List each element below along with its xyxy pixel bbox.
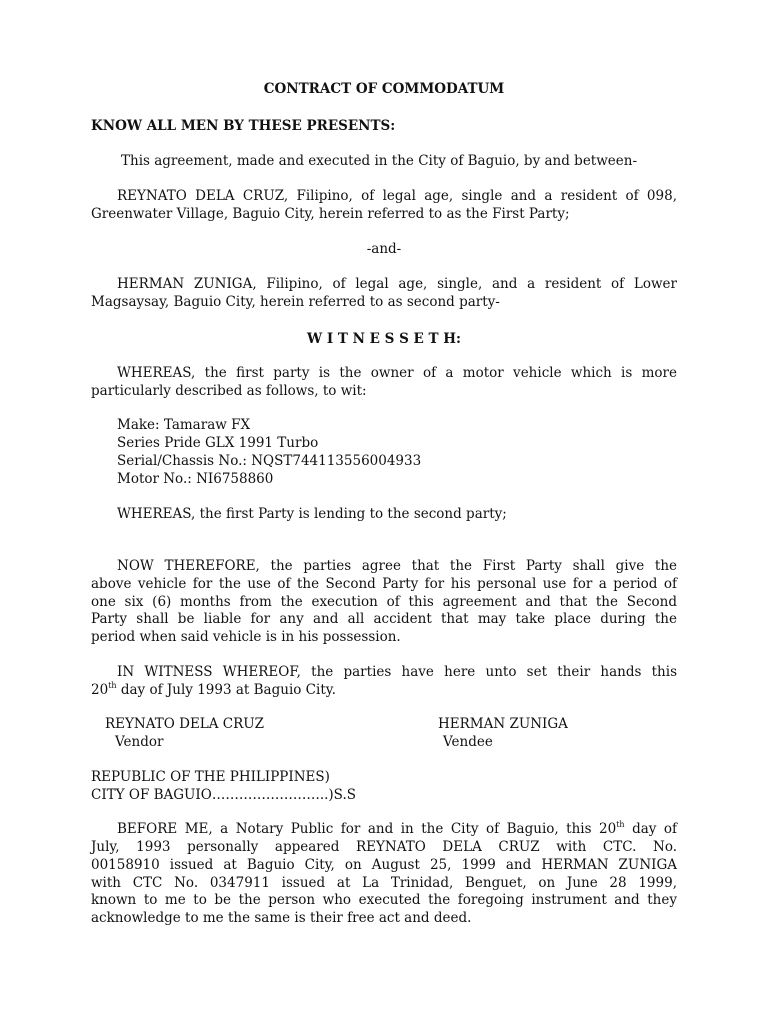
- day-suffix: th: [108, 681, 117, 690]
- vendee-role: Vendee: [443, 734, 493, 750]
- vehicle-series: Series Pride GLX 1991 Turbo: [117, 435, 319, 451]
- vendee-name: HERMAN ZUNIGA: [438, 716, 568, 732]
- now-therefore-line: Party shall be liable for any and all accident that may take place during the: [91, 611, 677, 627]
- day-number: 20: [91, 682, 109, 698]
- second-party-line: Magsaysay, Baguio City, herein referred to as second party-: [91, 294, 500, 310]
- notary-line: 00158910 issued at Baguio City, on August 25, 1999 and HERMAN ZUNIGA: [91, 857, 677, 873]
- venue-republic: REPUBLIC OF THE PHILIPPINES): [91, 769, 330, 785]
- venue-city: CITY OF BAGUIO……………………..)S.S: [91, 787, 356, 803]
- and-separator: -and-: [366, 241, 402, 257]
- notary-line: acknowledge to me the same is their free act and deed.: [91, 910, 472, 926]
- in-witness-date-text: day of July 1993 at Baguio City.: [116, 682, 336, 698]
- notary-day-suffix: th: [616, 820, 625, 829]
- first-party-line: Greenwater Village, Baguio City, herein referred to as the First Party;: [91, 206, 570, 222]
- intro-heading: KNOW ALL MEN BY THESE PRESENTS:: [91, 118, 396, 134]
- in-witness-line: [91, 682, 677, 700]
- vendor-name: REYNATO DELA CRUZ: [105, 716, 265, 732]
- notary-text: day of: [624, 821, 677, 837]
- notary-line: known to me to be the person who executed the foregoing instrument and they: [91, 892, 677, 908]
- in-witness-line: IN WITNESS WHEREOF, the parties have here unto set their hands this: [117, 664, 677, 680]
- whereas-line: WHEREAS, the first party is the owner of a motor vehicle which is more: [117, 365, 677, 381]
- notary-text: BEFORE ME, a Notary Public for and in the City of Baguio, this 20: [117, 821, 617, 837]
- vehicle-make: Make: Tamaraw FX: [117, 417, 251, 433]
- now-therefore-line: one six (6) months from the execution of this agreement and that the Second: [91, 594, 677, 610]
- document-title: CONTRACT OF COMMODATUM: [263, 81, 505, 97]
- vendor-role: Vendor: [115, 734, 164, 750]
- now-therefore-line: NOW THEREFORE, the parties agree that the First Party shall give the: [117, 558, 677, 574]
- notary-line: July, 1993 personally appeared REYNATO DELA CRUZ with CTC. No.: [91, 839, 677, 855]
- second-party-line: HERMAN ZUNIGA, Filipino, of legal age, single, and a resident of Lower: [117, 276, 677, 292]
- notary-line: [117, 821, 677, 839]
- whereas-line: particularly described as follows, to wit:: [91, 383, 367, 399]
- notary-line: with CTC No. 0347911 issued at La Trinidad, Benguet, on June 28 1999,: [91, 875, 677, 891]
- witnesseth-heading: W I T N E S S E T H:: [306, 331, 462, 347]
- first-party-line: REYNATO DELA CRUZ, Filipino, of legal age, single and a resident of 098,: [117, 188, 677, 204]
- vehicle-serial: Serial/Chassis No.: NQST744113556004933: [117, 453, 422, 469]
- whereas-lending-paragraph: WHEREAS, the first Party is lending to the second party;: [117, 506, 507, 522]
- now-therefore-line: above vehicle for the use of the Second Party for his personal use for a period of: [91, 576, 677, 592]
- agreement-paragraph: This agreement, made and executed in the City of Baguio, by and between-: [121, 153, 638, 169]
- now-therefore-line: period when said vehicle is in his possession.: [91, 629, 401, 645]
- vehicle-motor: Motor No.: NI6758860: [117, 471, 274, 487]
